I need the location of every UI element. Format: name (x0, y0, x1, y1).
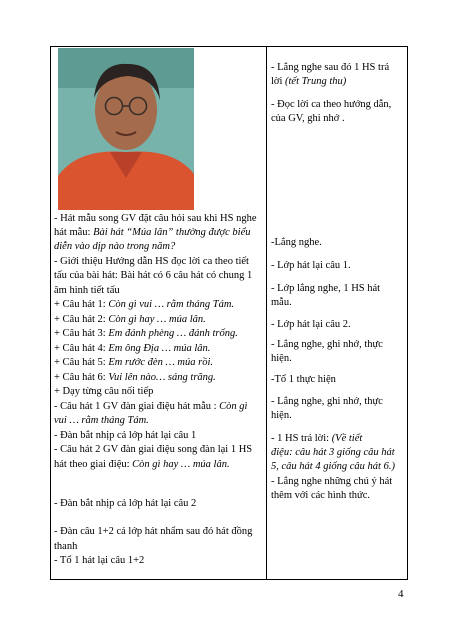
left-line-17: - Câu hát 2 GV đàn giai điệu song đàn lại 1 HS (54, 444, 253, 455)
page-number: 4 (398, 588, 404, 600)
right-line-11: hiện. (271, 353, 292, 364)
left-line-8: + Câu hát 2: Còn gì hay … múa lân. (54, 314, 206, 325)
right-line-19: thêm với các hình thức. (271, 490, 371, 501)
left-line-7: + Câu hát 1: Còn gì vui … rằm tháng Tám. (54, 299, 235, 310)
right-line-17: 5, câu hát 4 giống câu hát 6.) (271, 461, 395, 472)
right-line-3: - Đọc lời ca theo hướng dẫn, (271, 99, 392, 110)
left-line-21: thanh (54, 541, 78, 552)
left-line-14: - Câu hát 1 GV đàn giai điệu hát mẫu : Còn gì (54, 401, 248, 412)
left-line-5: tấu của bài hát: Bài hát có 6 câu hát có chung 1 (54, 270, 253, 281)
right-line-1: - Lắng nghe sau đó 1 HS trả (271, 62, 390, 73)
right-line-14: hiện. (271, 410, 292, 421)
left-line-3: diễn vào dịp nào trong năm? (54, 241, 176, 252)
left-line-10: + Câu hát 4: Em ông Địa … múa lân. (54, 343, 211, 354)
right-line-2: lời (tết Trung thu) (271, 76, 347, 87)
left-line-4: - Giới thiệu Hướng dẫn HS đọc lời ca theo tiết (54, 256, 249, 267)
right-line-15: - 1 HS trả lời: (Về tiết (271, 433, 363, 444)
right-line-12: -Tổ 1 thực hiện (271, 374, 336, 385)
left-line-1: - Hát mẫu song GV đặt câu hỏi sau khi HS nghe (54, 213, 257, 224)
right-line-5: -Lắng nghe. (271, 237, 322, 248)
left-line-6: âm hình tiết tấu (54, 285, 120, 296)
right-line-10: - Lắng nghe, ghi nhớ, thực (271, 339, 383, 350)
column-divider (266, 46, 267, 580)
right-line-6: - Lớp hát lại câu 1. (271, 260, 351, 271)
left-line-12: + Câu hát 6: Vui lên nào… sáng trăng. (54, 372, 216, 383)
left-line-20: - Đàn câu 1+2 cả lớp hát nhẩm sau đó hát đồng (54, 526, 253, 537)
right-line-13: - Lắng nghe, ghi nhớ, thực (271, 396, 383, 407)
left-line-19: - Đàn bắt nhịp cả lớp hát lại câu 2 (54, 498, 197, 509)
right-line-7: - Lớp lắng nghe, 1 HS hát (271, 283, 381, 294)
left-line-18: hát theo giai điệu: Còn gì hay … múa lân. (54, 459, 230, 470)
right-line-16: điệu: câu hát 3 giống câu hát (271, 447, 395, 458)
left-line-15: vui … rằm tháng Tám. (54, 415, 149, 426)
right-line-4: của GV, ghi nhớ . (271, 113, 345, 124)
right-line-18: - Lắng nghe những chú ý hát (271, 476, 393, 487)
right-line-8: mẫu. (271, 297, 292, 308)
right-line-9: - Lớp hát lại câu 2. (271, 319, 351, 330)
portrait-photo (58, 48, 194, 210)
left-line-11: + Câu hát 5: Em rước đèn … múa rồi. (54, 357, 214, 368)
left-line-9: + Câu hát 3: Em đánh phèng … đánh trống. (54, 328, 238, 339)
left-line-2: hát mẫu: Bài hát “Múa lân” thường được biểu (54, 227, 251, 238)
left-line-22: - Tổ 1 hát lại câu 1+2 (54, 555, 145, 566)
left-line-16: - Đàn bắt nhịp cả lớp hát lại câu 1 (54, 430, 197, 441)
left-line-13: + Dạy từng câu nối tiếp (54, 386, 154, 397)
